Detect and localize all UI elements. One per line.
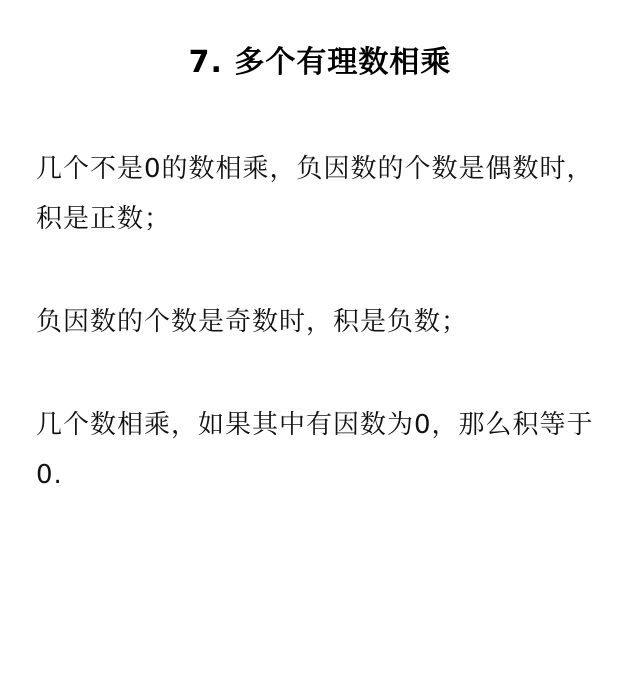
page-title: 7. 多个有理数相乘 <box>188 45 452 80</box>
document-body <box>36 144 604 501</box>
paragraph-1: 几个不是0的数相乘，负因数的个数是偶数时，积是正数； <box>36 153 594 235</box>
paragraph-3: 几个数相乘，如果其中有因数为0，那么积等于0. <box>36 409 594 491</box>
paragraph-2: 负因数的个数是奇数时，积是负数； <box>36 306 469 337</box>
